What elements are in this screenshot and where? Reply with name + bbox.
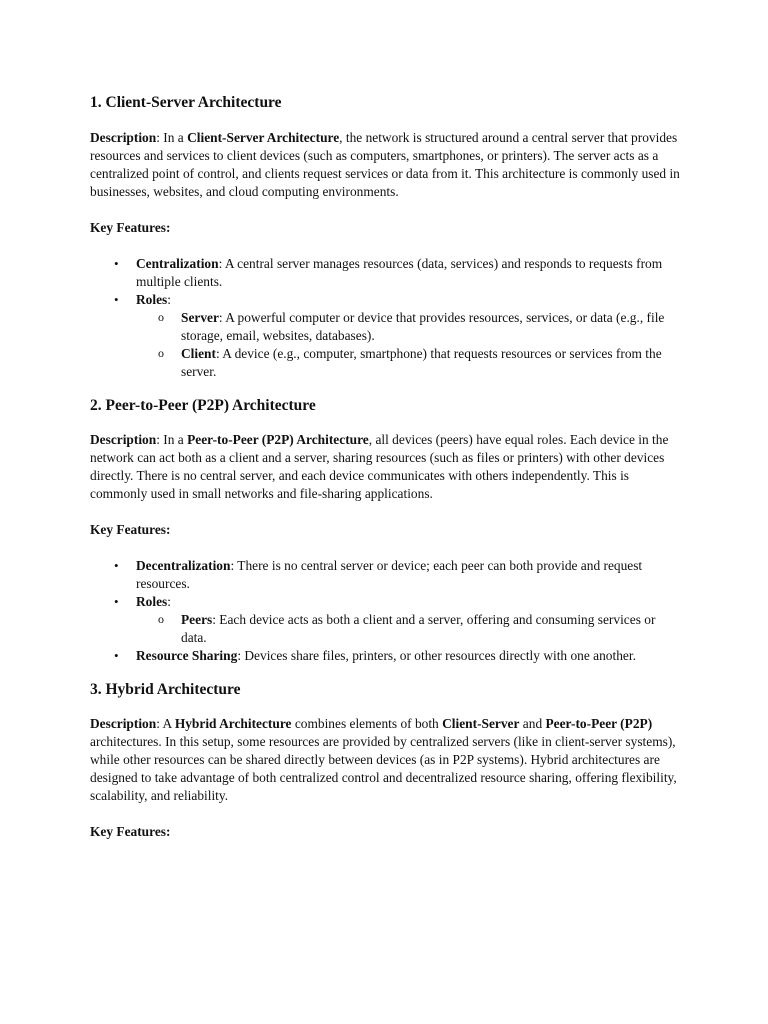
description-text: , all devices (peers) have equal roles. Each device in the network can act both as a client and a server, sharing resources (such as files or printers) with other devices directly. There is no central server, and each device communicates with others independently. This is commonly used in small networks and file-sharing applications.	[90, 432, 669, 501]
feature-text: :	[167, 292, 171, 307]
description-term: Client-Server Architecture	[187, 130, 340, 145]
circle-bullet-icon: o	[158, 612, 164, 626]
bullet-icon: •	[114, 292, 119, 307]
description-term: Peer-to-Peer (P2P)	[545, 716, 653, 731]
feature-list	[90, 255, 680, 381]
description-text: : In a	[156, 432, 188, 447]
document-page	[90, 92, 680, 841]
description-label: Description	[90, 716, 157, 731]
section-heading-hybrid: 3. Hybrid Architecture	[90, 681, 241, 698]
key-features-label: Key Features:	[90, 522, 171, 537]
description-label: Description	[90, 130, 157, 145]
description-term: Client-Server	[442, 716, 520, 731]
list-item	[90, 557, 680, 593]
feature-text: : There is no central server or device; each peer can both provide and request resources.	[136, 558, 643, 591]
list-item	[90, 647, 680, 665]
feature-text: : A device (e.g., computer, smartphone) that requests resources or services from the server.	[181, 346, 662, 379]
description-term: Peer-to-Peer (P2P) Architecture	[187, 432, 369, 447]
bullet-icon: •	[114, 594, 119, 609]
list-item	[136, 309, 680, 345]
bullet-icon: •	[114, 648, 119, 663]
list-item	[90, 291, 680, 381]
list-item	[136, 611, 680, 647]
description-text: and	[519, 716, 546, 731]
list-item	[90, 593, 680, 647]
description-hybrid	[90, 715, 680, 805]
feature-term: Client	[181, 346, 216, 361]
feature-term: Server	[181, 310, 219, 325]
sub-feature-list	[136, 611, 680, 647]
section-heading-client-server: 1. Client-Server Architecture	[90, 94, 282, 111]
key-features-label: Key Features:	[90, 220, 171, 235]
bullet-icon: •	[114, 558, 119, 573]
feature-list	[90, 557, 680, 665]
list-item	[136, 345, 680, 381]
feature-term: Decentralization	[136, 558, 231, 573]
description-text: , the network is structured around a central server that provides resources and services to client devices (such as computers, smartphones, or printers). The server acts as a centralized point of control, and clients request services or data from it. This architecture is commonly used in businesses, websites, and cloud computing environments.	[90, 130, 680, 199]
description-label: Description	[90, 432, 157, 447]
feature-term: Peers	[181, 612, 213, 627]
description-term: Hybrid Architecture	[174, 716, 292, 731]
description-text: combines elements of both	[291, 716, 443, 731]
feature-term: Roles	[136, 292, 168, 307]
description-p2p	[90, 431, 680, 503]
feature-term: Centralization	[136, 256, 219, 271]
circle-bullet-icon: o	[158, 346, 164, 360]
description-text: : A	[156, 716, 175, 731]
circle-bullet-icon: o	[158, 310, 164, 324]
feature-text: : Devices share files, printers, or other resources directly with one another.	[237, 648, 636, 663]
feature-text: : Each device acts as both a client and a server, offering and consuming services or data.	[181, 612, 656, 645]
description-text: : In a	[156, 130, 188, 145]
feature-text: : A powerful computer or device that provides resources, services, or data (e.g., file storage, email, websites, databases).	[181, 310, 665, 343]
sub-feature-list	[136, 309, 680, 381]
key-features-label: Key Features:	[90, 824, 171, 839]
description-text: architectures. In this setup, some resources are provided by centralized servers (like in client-server systems), while other resources can be shared directly between devices (as in P2P systems). Hybrid architectures are designed to take advantage of both centralized control and decentralized resource sharing, offering flexibility, scalability, and reliability.	[90, 734, 677, 803]
section-heading-p2p: 2. Peer-to-Peer (P2P) Architecture	[90, 397, 316, 414]
feature-text: :	[167, 594, 171, 609]
feature-term: Roles	[136, 594, 168, 609]
description-client-server	[90, 129, 680, 201]
feature-text: : A central server manages resources (data, services) and responds to requests from multiple clients.	[136, 256, 663, 289]
bullet-icon: •	[114, 256, 119, 271]
list-item	[90, 255, 680, 291]
feature-term: Resource Sharing	[136, 648, 238, 663]
